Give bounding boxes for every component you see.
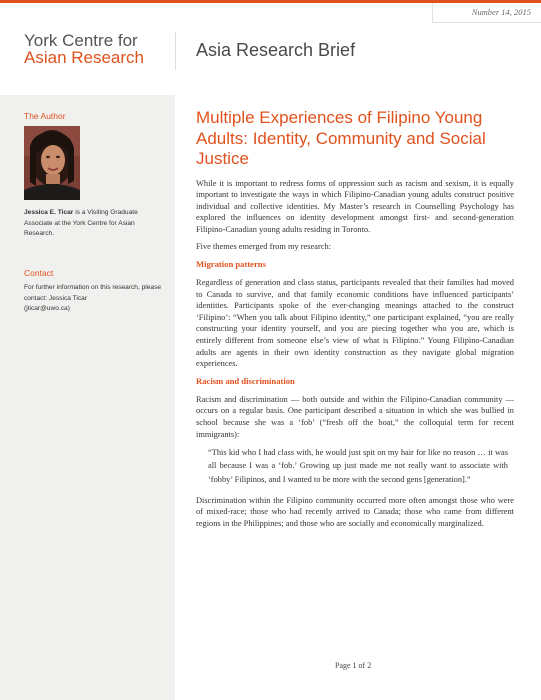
section-heading-migration: Migration patterns bbox=[196, 259, 266, 270]
author-name: Jessica E. Ticar bbox=[24, 209, 74, 216]
participant-quote: “This kid who I had class with, he would just spit on my hair for like no reason … it was all because I was a ‘fob.’ Growing up just made me not really want to associate with ‘fobby’ Filipinos, and I wanted to be more with the second gens [generation].” bbox=[208, 448, 508, 484]
header-divider bbox=[175, 32, 176, 70]
logo-line-1: York Centre for bbox=[24, 31, 138, 50]
page-number: Page 1 of 2 bbox=[335, 661, 372, 670]
author-bio bbox=[24, 208, 164, 240]
logo-line-2: Asian Research bbox=[24, 48, 145, 67]
discrimination-paragraph: Discrimination within the Filipino community occurred more often amongst those who were of mixed-race; those who had recently arrived to Canada; those who came from different regions in the Philippines; and those who are socially and economically marginalized. bbox=[196, 495, 514, 528]
article bbox=[196, 108, 514, 536]
author-bio-text: is a Visiting Graduate Associate at the York Centre for Asian Research. bbox=[24, 209, 138, 237]
section-heading-racism: Racism and discrimination bbox=[196, 375, 295, 386]
contact-email-link[interactable]: (jticar@uwo.ca) bbox=[24, 305, 70, 312]
contact-heading: Contact bbox=[24, 268, 54, 278]
brief-title: Asia Research Brief bbox=[196, 40, 356, 60]
author-photo bbox=[24, 126, 80, 200]
author-heading: The Author bbox=[24, 111, 66, 121]
article-title: Multiple Experiences of Filipino Young Adults: Identity, Community and Social Justice bbox=[196, 108, 486, 168]
migration-paragraph: Regardless of generation and class status, participants revealed that their families had moved to Canada to survive, and that family economic conditions have influenced participants’ identities. Participants spoke of the ever-changing meanings attached to the construct ‘Filipino’: “When you talk about Filipino identity,” one participant explained, “you are really constructing your identity yourself, and you are piecing together who you are, which is entirely different from someone else’s view of what is Filipino.” Young Filipino-Canadian adults are agents in their own identity construction as they navigate global migration experiences. bbox=[196, 278, 514, 369]
intro-paragraph: While it is important to redress forms of oppression such as racism and sexism, it is equally important to investigate the ways in which Filipino-Canadian young adults construct positive individual and collective identities. My Master’s research in Counselling Psychology has explored the influences on identity development amongst first- and second-generation Filipino-Canadian young adults residing in Toronto. bbox=[196, 178, 514, 234]
issue-tab bbox=[432, 3, 541, 23]
themes-line: Five themes emerged from my research: bbox=[196, 242, 331, 252]
racism-paragraph: Racism and discrimination — both outside and within the Filipino-Canadian community — occurs on a regular basis. One participant described a situation in which she was bullied in school because she was a ‘fob’ (“fresh off the boat,” the colloquial term for recent immigrants): bbox=[196, 394, 514, 439]
issue-number: Number 14, 2015 bbox=[471, 7, 531, 17]
contact-info bbox=[24, 283, 164, 315]
contact-text: For further information on this research, please contact: Jessica Ticar bbox=[24, 284, 162, 302]
author-portrait-image bbox=[24, 126, 80, 200]
